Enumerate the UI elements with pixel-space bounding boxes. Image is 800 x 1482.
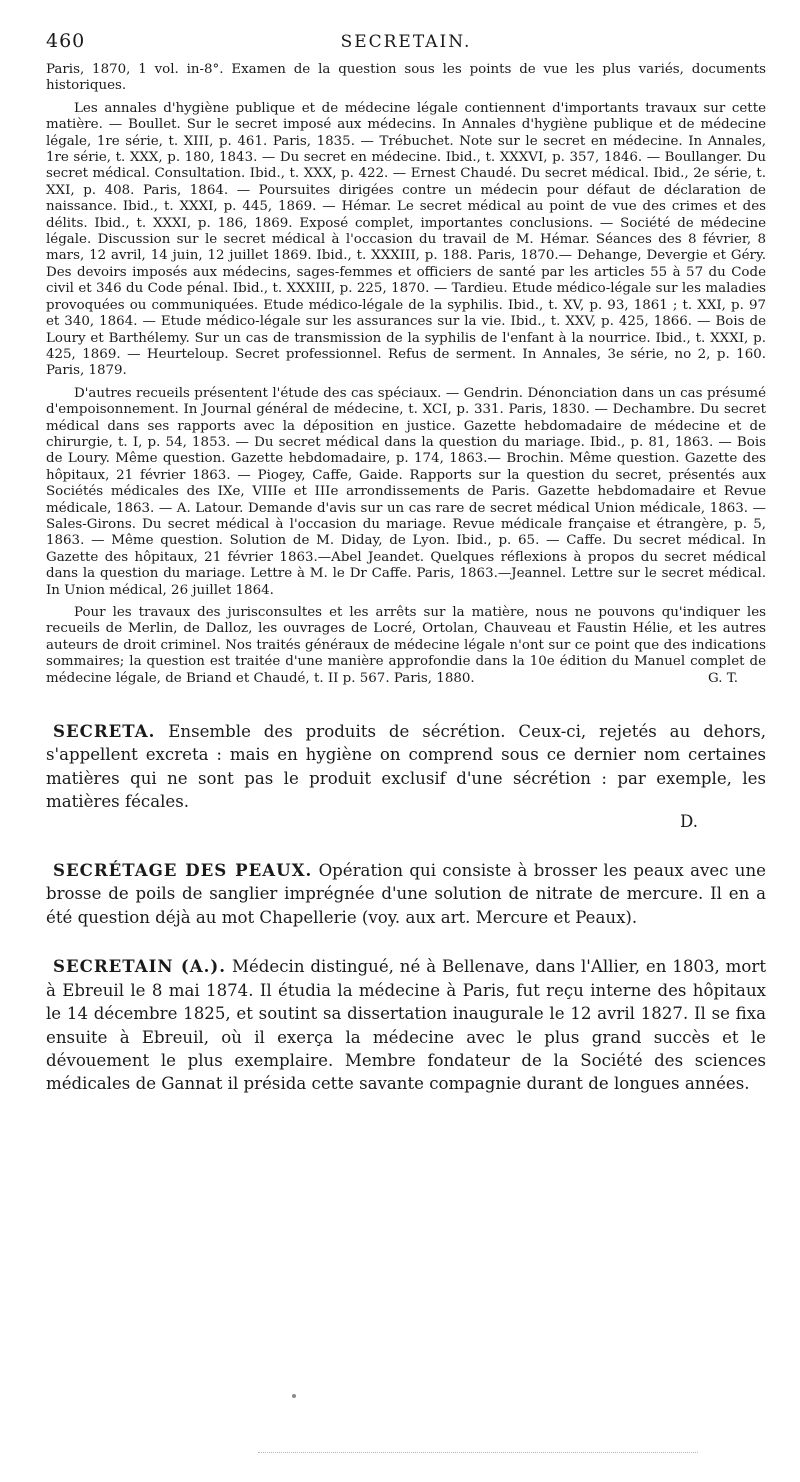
bibliography-section [46,62,766,687]
running-title: SECRETAIN. [340,32,472,52]
bibliography-signature: G. T. [708,671,738,687]
bibliography-paragraph: Paris, 1870, 1 vol. in-8°. Examen de la question sous les points de vue les plus variés, documents historiques. [46,62,766,94]
page-number: 460 [46,30,86,52]
dictionary-entry-secreta [46,720,766,833]
entry-headword: SECRETAIN (A.). [53,956,227,977]
page [46,22,766,1096]
entry-headword: SECRÉTAGE DES PEAUX. [53,860,313,881]
entry-text: Ensemble des produits de sécrétion. Ceux-ci, rejetés au dehors, s'appellent excreta : mais en hygiène on comprend sous ce dernier nom certaines matières qui ne sont pas le produit exclusif d'une sécrétion : par exemple, les matières fécales. [46,722,766,812]
dictionary-entry-secretage [46,859,766,929]
entry-text: Opération qui consiste à brosser les peaux avec une brosse de poils de sanglier imprégnée d'une solution de nitrate de mercure. Il en a été question déjà au mot Chapellerie (voy. aux art. Mercure et Peaux). [46,861,767,927]
bibliography-paragraph: D'autres recueils présentent l'étude des cas spéciaux. — Gendrin. Dénonciation dans un cas présumé d'empoisonnement. In Journal général de médecine, t. XCI, p. 331. Paris, 1830. — Dechambre. Du secret médical dans ses rapports avec la déposition en justice. Gazette hebdomadaire de médecine et de chirurgie, t. I, p. 54, 1853. — Du secret médical dans la question du mariage. Ibid., p. 81, 1863. — Bois de Loury. Même question. Gazette hebdomadaire, p. 174, 1863.— Brochin. Même question. Gazette des hôpitaux, 21 février 1863. — Piogey, Caffe, Gaide. Rapports sur la question du secret, présentés aux Sociétés médicales des IXe, VIIIe et IIIe arrondissements de Paris. Gazette hebdomadaire et Revue médicale, 1863. — A. Latour. Demande d'avis sur un cas rare de secret médical Union médicale, 1863. — Sales-Girons. Du secret médical à l'occasion du mariage. Revue médicale française et étrangère, p. 5, 1863. — Même question. Solution de M. Diday, de Lyon. Ibid., p. 65. — Caffe. Du secret médical. In Gazette des hôpitaux, 21 février 1863.—Abel Jeandet. Quelques réflexions à propos du secret médical dans la question du mariage. Lettre à M. le Dr Caffe. Paris, 1863.—Jeannel. Lettre sur le secret médical. In Union médical, 26 juillet 1864. [46,385,766,598]
bibliography-paragraph: Les annales d'hygiène publique et de médecine légale contiennent d'importants travaux sur cette matière. — Boullet. Sur le secret imposé aux médecins. In Annales d'hygiène publique et de médecine légale, 1re série, t. XIII, p. 461. Paris, 1835. — Trébuchet. Note sur le secret en médecine. In Annales, 1re série, t. XXX, p. 180, 1843. — Du secret en médecine. Ibid., t. XXXVI, p. 357, 1846. — Boullanger. Du secret médical. Consultation. Ibid., t. XXX, p. 422. — Ernest Chaudé. Du secret médical. Ibid., 2e série, t. XXI, p. 408. Paris, 1864. — Poursuites dirigées contre un médecin pour défaut de déclaration de naissance. Ibid., t. XXXI, p. 445, 1869. — Hémar. Le secret médical au point de vue des crimes et des délits. Ibid., t. XXXI, p. 186, 1869. Exposé complet, importantes conclusions. — Société de médecine légale. Discussion sur le secret médical à l'occasion du travail de M. Hémar. Séances des 8 février, 8 mars, 12 avril, 14 juin, 12 juillet 1869. Ibid., t. XXXIII, p. 188. Paris, 1870.— Dehange, Devergie et Géry. Des devoirs imposés aux médecins, sages-femmes et officiers de santé par les articles 55 à 57 du Code civil et 346 du Code pénal. Ibid., t. XXXIII, p. 225, 1870. — Tardieu. Etude médico-légale sur les maladies provoquées ou communiquées. Etude médico-légale de la syphilis. Ibid., t. XV, p. 93, 1861 ; t. XXI, p. 97 et 340, 1864. — Etude médico-légale sur les assurances sur la vie. Ibid., t. XXV, p. 425, 1866. — Bois de Loury et Barthélemy. Sur un cas de transmission de la syphilis de l'enfant à la nourrice. Ibid., t. XXXI, p. 425, 1869. — Heurteloup. Secret professionnel. Refus de serment. In Annales, 3e série, no 2, p. 160. Paris, 1879. [46,100,766,379]
entry-text: Médecin distingué, né à Bellenave, dans l'Allier, en 1803, mort à Ebreuil le 8 mai 1874. Il étudia la médecine à Paris, fut reçu interne des hôpitaux le 14 décembre 1825, et soutint sa dissertation inaugurale le 12 avril 1827. Il se fixa ensuite à Ebreuil, où il exerça la médecine avec le plus grand succès et le dévouement le plus exemplaire. Membre fondateur de la Société des sciences médicales de Gannat il présida cette savante compagnie durant de longues années. [46,957,766,1094]
dictionary-entry-secretain [46,955,766,1095]
entry-headword: SECRETA. [53,721,156,742]
entry-signature: D. [680,811,698,831]
print-speck [292,1394,296,1398]
running-head [46,22,766,62]
bibliography-paragraph: Pour les travaux des jurisconsultes et les arrêts sur la matière, nous ne pouvons qu'indiquer les recueils de Merlin, de Dalloz, les ouvrages de Locré, Ortolan, Chauveau et Faustin Hélie, et les autres auteurs de droit criminel. Nos traités généraux de médecine légale n'ont sur ce point que des indications sommaires; la question est traitée d'une manière approfondie dans la 10e édition du Manuel complet de médecine légale, de Briand et Chaudé, t. II p. 567. Paris, 1880. [46,605,766,686]
faded-footer-line [258,1452,698,1456]
